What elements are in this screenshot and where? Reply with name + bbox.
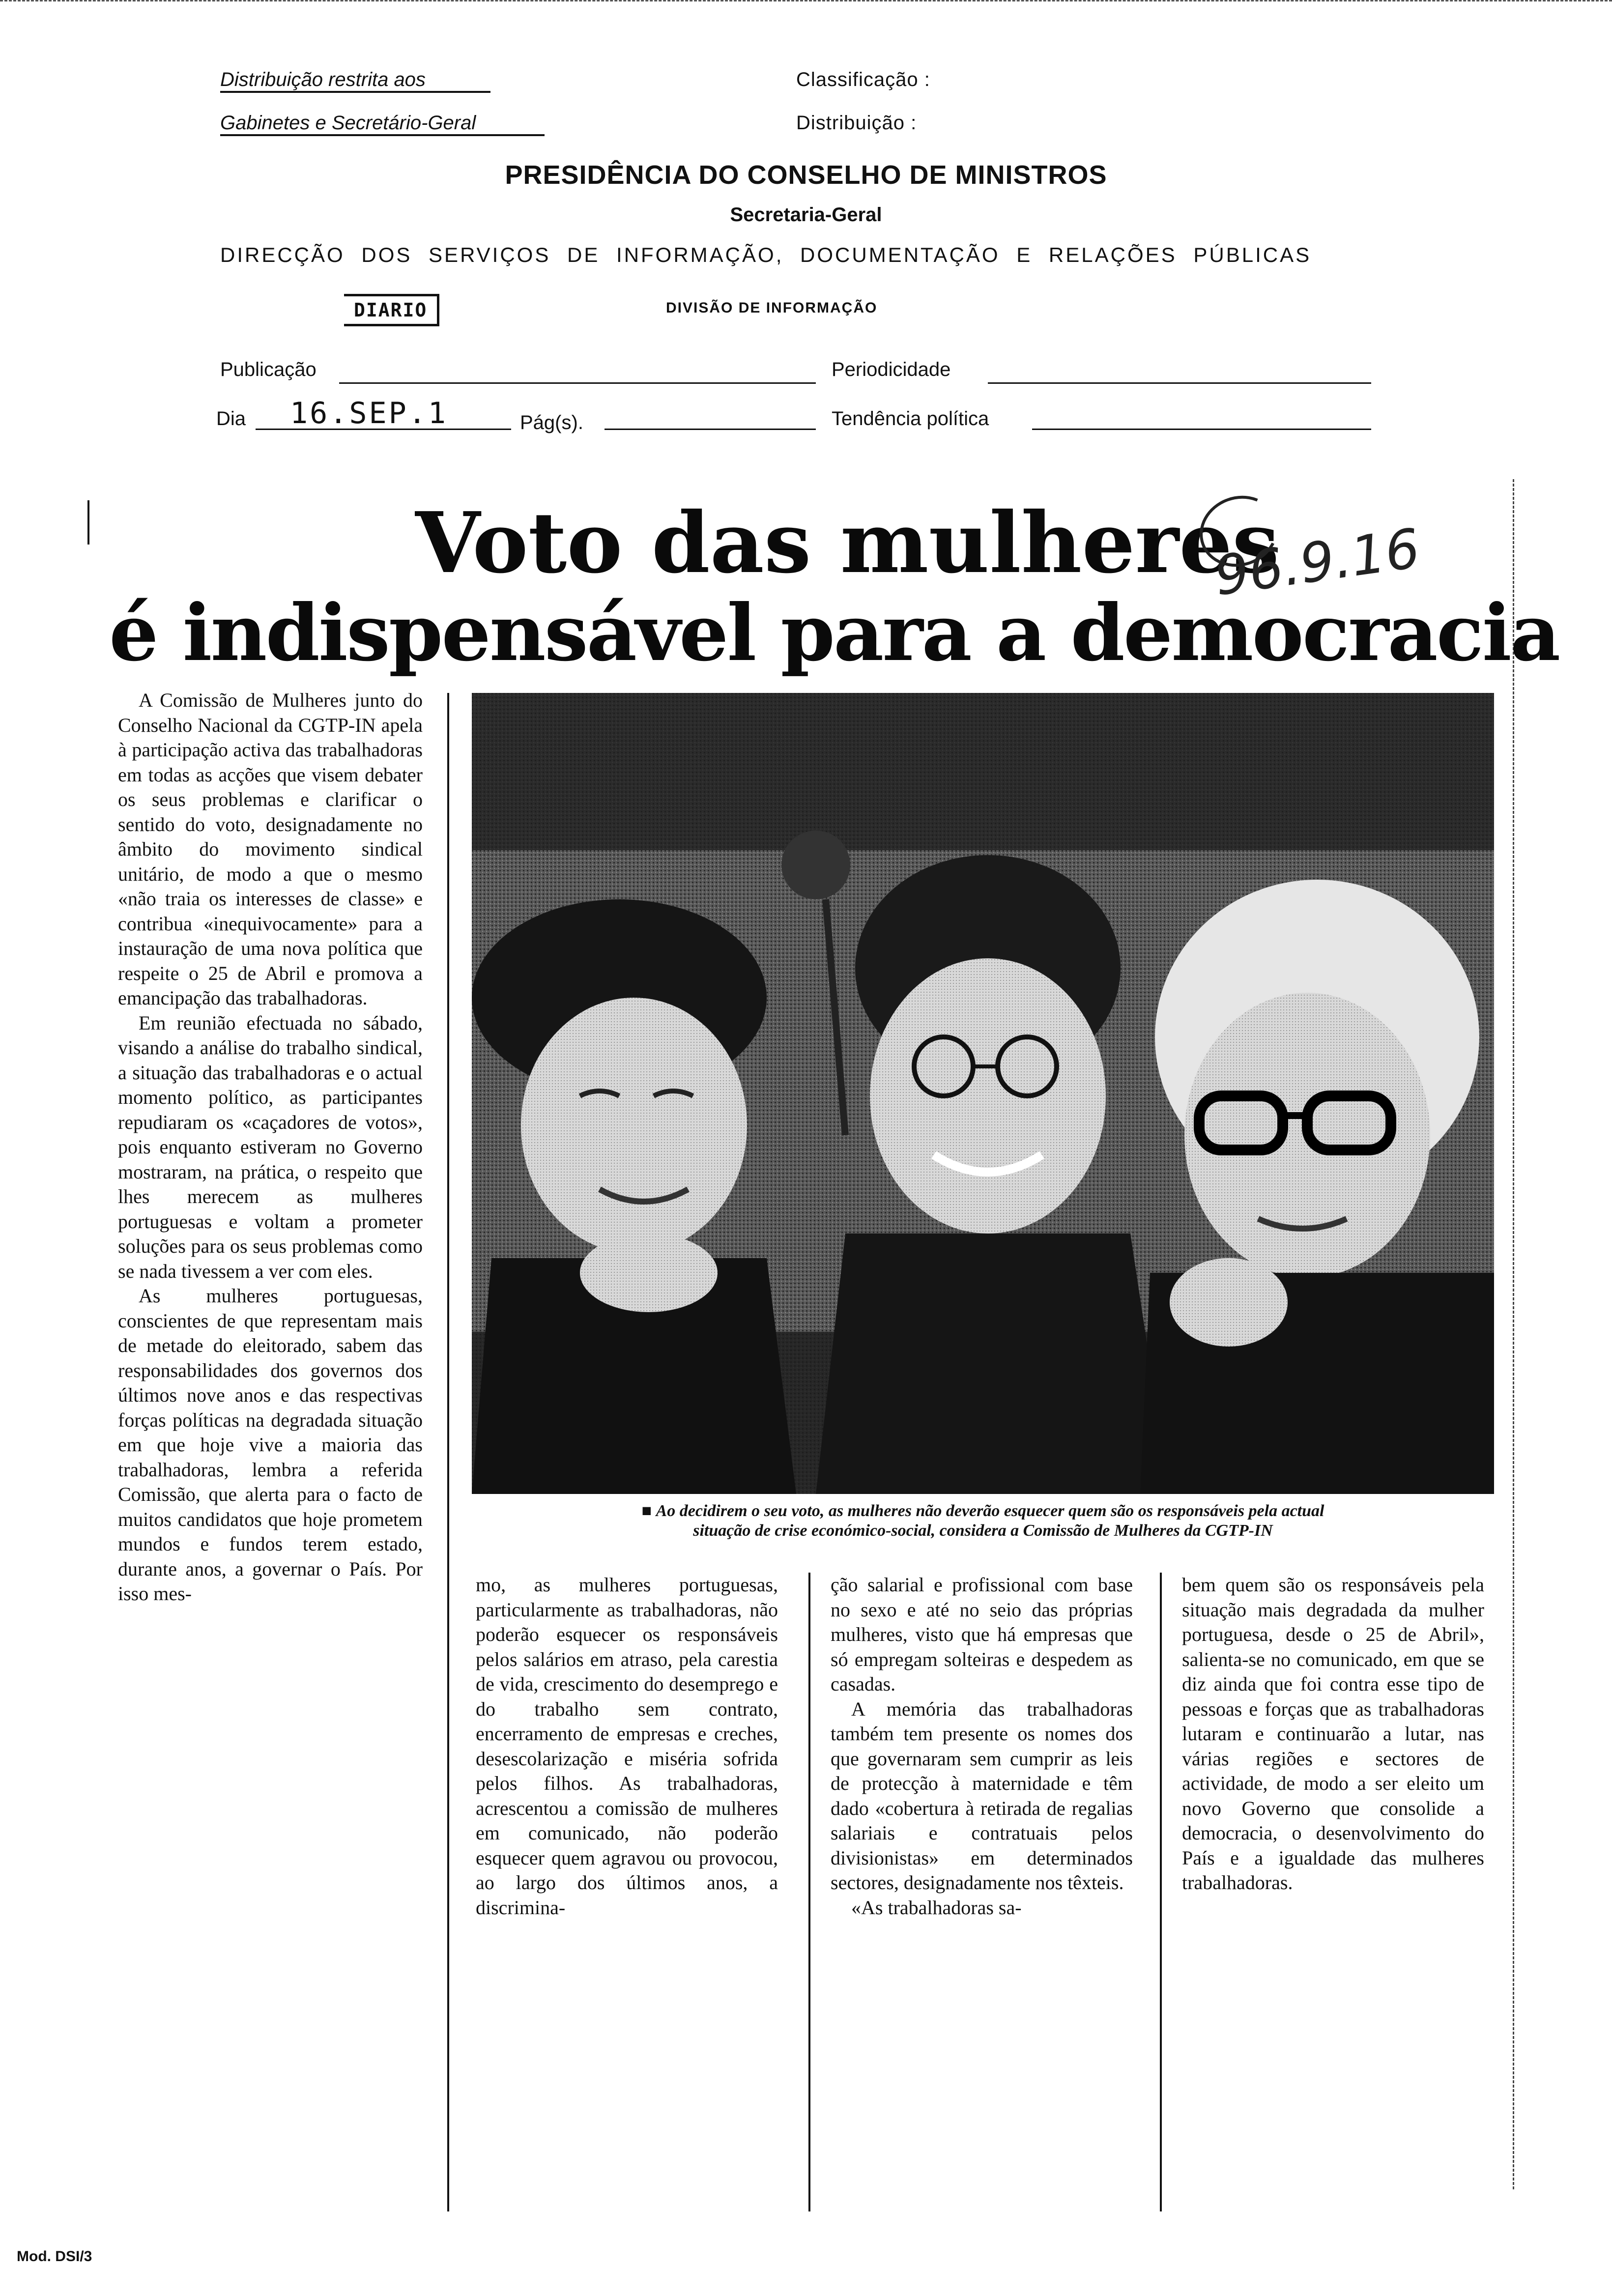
article-paragraph: A memória das trabalhadoras também tem presente os nomes dos que governaram sem cumprir as leis de protecção à maternidade e têm dado «cobertura à retirada de regalias salariais e contratuais pelos divisionistas» em determinados sectores, designadamente nos têxteis.: [831, 1697, 1133, 1894]
column-rule-2: [808, 1573, 810, 2211]
article-paragraph: A Comissão de Mulheres junto do Conselho Nacional da CGTP-IN apela à participação activa das trabalhadoras em todas as acções que visem debater os seus problemas e clarificar o sentido do voto, designadamente no âmbito do movimento sindical unitário, de modo a que o mesmo «não traia os interesses de classe» e contribua «inequivocamente» para a instauração de uma nova política que respeite o 25 de Abril e promova a emancipação das trabalhadoras.: [118, 689, 423, 1009]
top-border: [0, 0, 1612, 1]
publicacao-rule: [339, 382, 816, 384]
headline-line-1: Voto das mulheres: [415, 494, 1279, 592]
article-paragraph: «As trabalhadoras sa-: [851, 1896, 1022, 1919]
publicacao-label: Publicação: [220, 359, 317, 380]
caption-bullet: ■: [641, 1502, 656, 1520]
photo-illustration: [472, 693, 1494, 1494]
dia-label: Dia: [216, 408, 246, 430]
handwritten-annotation: 96.9.16: [1210, 517, 1424, 608]
secretaria-geral: Secretaria-Geral: [730, 204, 882, 226]
headline-line-2: é indispensável para a democracia: [109, 588, 1559, 679]
tendencia-rule: [1032, 429, 1371, 430]
dia-rule: [256, 429, 511, 430]
margin-mark: [87, 500, 89, 545]
column-rule-3: [1160, 1573, 1162, 2211]
article-paragraph: mo, as mulheres portuguesas, particularmente as trabalhadoras, não poderão esquecer os responsáveis pelos salários em atraso, pela carestia de vida, crescimento do desemprego e do trabalho sem contrato, encerramento de empresas e creches, desescolarização e miséria sofrida pelos filhos. As trabalhadoras, acrescentou a comissão de mulheres em comunicado, não poderão esquecer quem agravou ou provocou, ao largo dos últimos anos, a discrimina-: [476, 1574, 778, 1919]
article-paragraph: As mulheres portuguesas, conscientes de que representam mais de metade do eleitorado, sabem das responsabilidades dos governos dos últimos nove anos e das respectivas forças políticas na degradada situação em que hoje vive a maioria das trabalhadoras, lembra a referida Comissão, que alerta para o facto de muitos candidatos que hoje prometem mundos e fundos terem estado, durante anos, a governar o País. Por isso mes-: [118, 1285, 423, 1605]
tendencia-label: Tendência política: [832, 408, 989, 430]
article-photo: [472, 693, 1494, 1494]
restricted-line-2: Gabinetes e Secretário-Geral: [220, 112, 545, 136]
diario-stamp: DIARIO: [344, 294, 439, 326]
caption-line-1: ■ Ao decidirem o seu voto, as mulheres não deverão esquecer quem são os responsáveis pela actual: [641, 1502, 1324, 1520]
photo-caption: [467, 1501, 1499, 1541]
article-column-1: [118, 688, 423, 1607]
dia-value: 16.SEP.1: [290, 396, 448, 430]
distribuicao-label: Distribuição :: [796, 112, 917, 134]
presidencia-title: PRESIDÊNCIA DO CONSELHO DE MINISTROS: [505, 160, 1107, 190]
periodicidade-label: Periodicidade: [832, 359, 951, 380]
article-column-2: [476, 1573, 778, 1920]
caption-line-2: situação de crise económico-social, considera a Comissão de Mulheres da CGTP-IN: [693, 1521, 1273, 1540]
article-paragraph: Em reunião efectuada no sábado, visando a análise do trabalho sindical, a situação das trabalhadoras e o actual momento político, as participantes repudiaram os «caçadores de votos», pois enquanto estiveram no Governo mostraram, na prática, o respeito que lhes merecem as mulheres portuguesas e voltam a prometer soluções para os seus problemas como se nada tivessem a ver com eles.: [118, 1011, 423, 1282]
article-paragraph: ção salarial e profissional com base no sexo e até no seio das próprias mulheres, visto que há empresas que só empregam solteiras e despedem as casadas.: [831, 1574, 1133, 1695]
form-model-code: Mod. DSI/3: [17, 2248, 92, 2265]
restricted-line-1: Distribuição restrita aos: [220, 69, 490, 93]
divisao-informacao: DIVISÃO DE INFORMAÇÃO: [666, 300, 878, 316]
pags-rule: [604, 429, 816, 430]
periodicidade-rule: [988, 382, 1371, 384]
right-margin-line: [1513, 479, 1516, 2189]
article-column-3: [831, 1573, 1133, 1920]
direccao-line: DIRECÇÃO DOS SERVIÇOS DE INFORMAÇÃO, DOCUMENTAÇÃO E RELAÇÕES PÚBLICAS: [220, 243, 1312, 266]
pags-label: Pág(s).: [520, 412, 583, 433]
article-column-4: [1182, 1573, 1484, 1895]
classificacao-label: Classificação :: [796, 69, 930, 90]
column-rule-1: [447, 693, 449, 2211]
article-paragraph: bem quem são os responsáveis pela situação mais degradada da mulher portuguesa, desde o 25 de Abril», salienta-se no comunicado, em que se diz ainda que foi contra esse tipo de pessoas e forças que as trabalhadoras lutaram e continuarão a lutar, nas várias regiões e sectores de actividade, de modo a ser eleito um novo Governo que consolide a democracia, o desenvolvimento do País e a igualdade das mulheres trabalhadoras.: [1182, 1574, 1484, 1894]
